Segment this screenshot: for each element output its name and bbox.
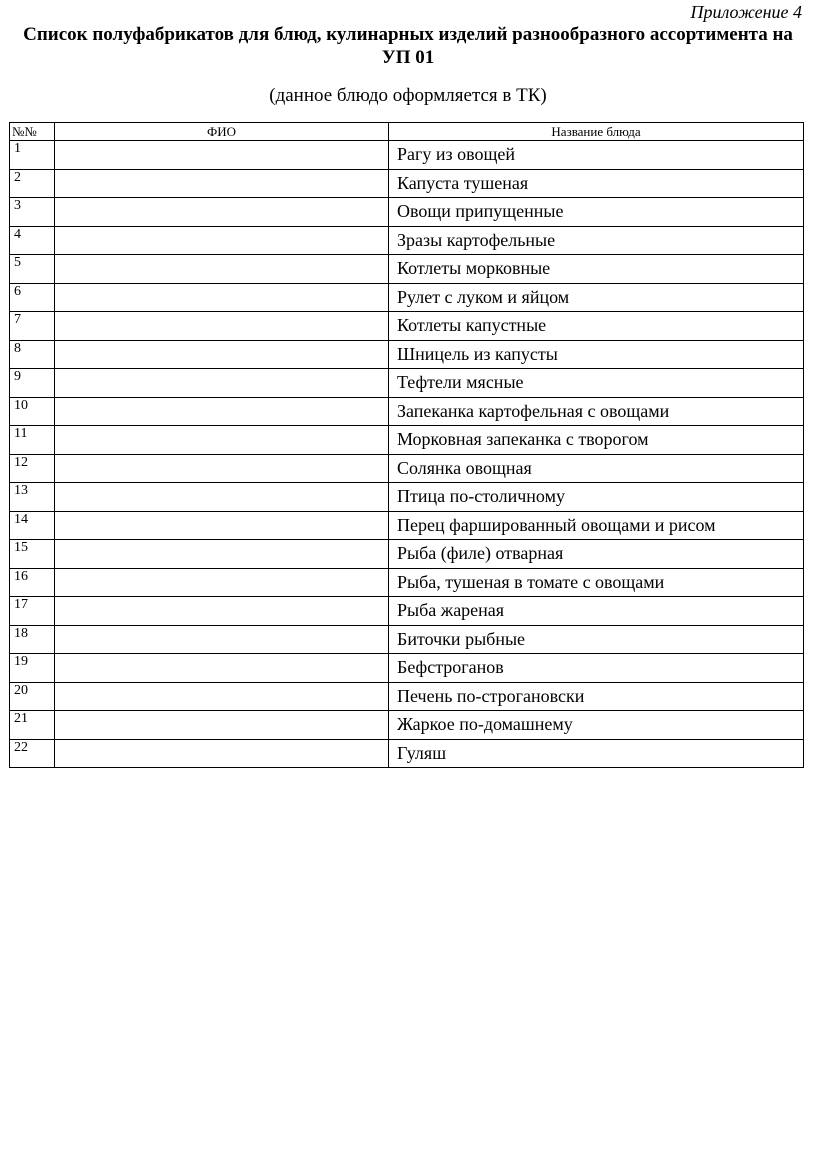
dish-name: Рыба (филе) отварная	[389, 540, 804, 569]
dishes-table	[9, 122, 804, 768]
row-number: 6	[10, 283, 55, 312]
table-row	[10, 540, 804, 569]
fio-cell[interactable]	[55, 654, 389, 683]
dish-name: Птица по-столичному	[389, 483, 804, 512]
fio-cell[interactable]	[55, 255, 389, 284]
column-header-dish: Название блюда	[389, 123, 804, 141]
row-number: 22	[10, 739, 55, 768]
table-row	[10, 169, 804, 198]
row-number: 3	[10, 198, 55, 227]
row-number: 21	[10, 711, 55, 740]
dish-name: Гуляш	[389, 739, 804, 768]
dish-name: Рагу из овощей	[389, 141, 804, 170]
fio-cell[interactable]	[55, 397, 389, 426]
fio-cell[interactable]	[55, 340, 389, 369]
table-row	[10, 312, 804, 341]
dish-name: Котлеты капустные	[389, 312, 804, 341]
dish-name: Рыба жареная	[389, 597, 804, 626]
table-row	[10, 283, 804, 312]
table-row	[10, 568, 804, 597]
row-number: 18	[10, 625, 55, 654]
row-number: 13	[10, 483, 55, 512]
row-number: 10	[10, 397, 55, 426]
dish-name: Рулет с луком и яйцом	[389, 283, 804, 312]
row-number: 11	[10, 426, 55, 455]
row-number: 15	[10, 540, 55, 569]
fio-cell[interactable]	[55, 597, 389, 626]
table-row	[10, 739, 804, 768]
fio-cell[interactable]	[55, 369, 389, 398]
table-header-row	[10, 123, 804, 141]
dish-name: Перец фаршированный овощами и рисом	[389, 511, 804, 540]
table-row	[10, 369, 804, 398]
dish-name: Капуста тушеная	[389, 169, 804, 198]
dish-name: Овощи припущенные	[389, 198, 804, 227]
fio-cell[interactable]	[55, 739, 389, 768]
dish-name: Котлеты морковные	[389, 255, 804, 284]
table-row	[10, 226, 804, 255]
table-row	[10, 483, 804, 512]
dish-name: Морковная запеканка с творогом	[389, 426, 804, 455]
document-subtitle: (данное блюдо оформляется в ТК)	[269, 85, 547, 106]
dish-name: Тефтели мясные	[389, 369, 804, 398]
table-body	[10, 141, 804, 768]
table-row	[10, 255, 804, 284]
table-row	[10, 654, 804, 683]
dish-name: Бефстроганов	[389, 654, 804, 683]
column-header-fio: ФИО	[55, 123, 389, 141]
fio-cell[interactable]	[55, 426, 389, 455]
row-number: 7	[10, 312, 55, 341]
fio-cell[interactable]	[55, 568, 389, 597]
row-number: 9	[10, 369, 55, 398]
fio-cell[interactable]	[55, 711, 389, 740]
row-number: 17	[10, 597, 55, 626]
row-number: 20	[10, 682, 55, 711]
table-row	[10, 454, 804, 483]
table-row	[10, 426, 804, 455]
row-number: 4	[10, 226, 55, 255]
document-title: Список полуфабрикатов для блюд, кулинарных изделий разнообразного ассортимента на УП 01	[23, 24, 793, 68]
fio-cell[interactable]	[55, 511, 389, 540]
row-number: 14	[10, 511, 55, 540]
table-row	[10, 141, 804, 170]
fio-cell[interactable]	[55, 141, 389, 170]
table-row	[10, 198, 804, 227]
dish-name: Биточки рыбные	[389, 625, 804, 654]
fio-cell[interactable]	[55, 169, 389, 198]
fio-cell[interactable]	[55, 454, 389, 483]
dish-name: Солянка овощная	[389, 454, 804, 483]
dish-name: Рыба, тушеная в томате с овощами	[389, 568, 804, 597]
row-number: 2	[10, 169, 55, 198]
appendix-label: Приложение 4	[690, 2, 802, 22]
table-row	[10, 511, 804, 540]
table-row	[10, 625, 804, 654]
fio-cell[interactable]	[55, 682, 389, 711]
table-row	[10, 397, 804, 426]
row-number: 1	[10, 141, 55, 170]
fio-cell[interactable]	[55, 483, 389, 512]
dish-name: Запеканка картофельная с овощами	[389, 397, 804, 426]
dish-name: Печень по-строгановски	[389, 682, 804, 711]
row-number: 12	[10, 454, 55, 483]
dish-name: Шницель из капусты	[389, 340, 804, 369]
column-header-number: №№	[10, 123, 55, 141]
fio-cell[interactable]	[55, 226, 389, 255]
dish-name: Жаркое по-домашнему	[389, 711, 804, 740]
table-row	[10, 340, 804, 369]
row-number: 16	[10, 568, 55, 597]
row-number: 19	[10, 654, 55, 683]
row-number: 5	[10, 255, 55, 284]
table-row	[10, 597, 804, 626]
table-row	[10, 682, 804, 711]
fio-cell[interactable]	[55, 312, 389, 341]
fio-cell[interactable]	[55, 283, 389, 312]
table-row	[10, 711, 804, 740]
fio-cell[interactable]	[55, 625, 389, 654]
fio-cell[interactable]	[55, 540, 389, 569]
dish-name: Зразы картофельные	[389, 226, 804, 255]
fio-cell[interactable]	[55, 198, 389, 227]
row-number: 8	[10, 340, 55, 369]
